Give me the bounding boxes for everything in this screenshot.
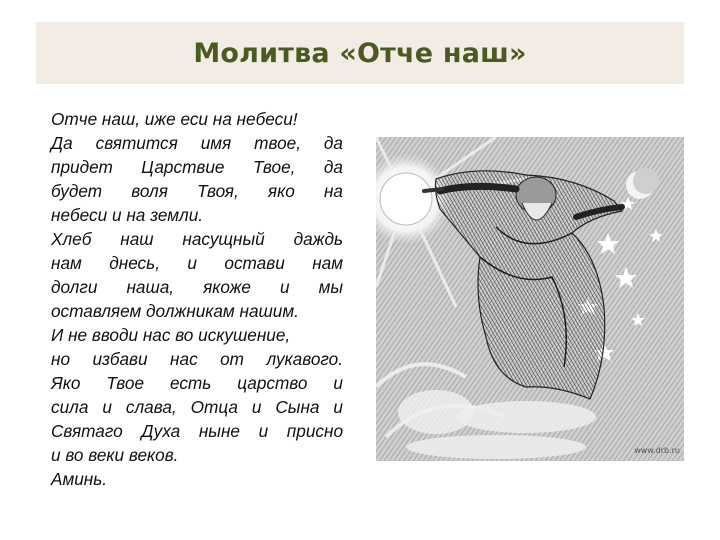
prayer-line: будет воля Твоя, яко на <box>51 181 343 201</box>
title-band <box>36 22 684 84</box>
prayer-line: Хлеб наш насущный даждь <box>51 229 343 249</box>
prayer-line: нам днесь, и остави нам <box>51 253 343 273</box>
slide-title: Молитва «Отче наш» <box>193 37 527 69</box>
prayer-text <box>51 107 343 491</box>
prayer-line: Святаго Духа ныне и присно <box>51 421 343 441</box>
prayer-line: и во веки веков. <box>51 445 179 465</box>
prayer-line: сила и слава, Отца и Сына и <box>51 397 343 417</box>
prayer-line: Да святится имя твое, да <box>51 133 343 153</box>
engraving-illustration <box>376 137 684 461</box>
engraving-art <box>376 137 684 461</box>
watermark: www.drb.ru <box>634 446 680 455</box>
prayer-line: Отче наш, иже еси на небеси! <box>51 109 298 129</box>
prayer-line: Яко Твое есть царство и <box>51 373 343 393</box>
prayer-line: небеси и на земли. <box>51 205 204 225</box>
prayer-line: придет Царствие Твое, да <box>51 157 343 177</box>
prayer-line: И не вводи нас во искушение, <box>51 325 291 345</box>
prayer-line: Аминь. <box>51 469 108 489</box>
prayer-line: долги наша, якоже и мы <box>51 277 343 297</box>
prayer-line: но избави нас от лукавого. <box>51 349 343 369</box>
prayer-line: оставляем должникам нашим. <box>51 301 299 321</box>
